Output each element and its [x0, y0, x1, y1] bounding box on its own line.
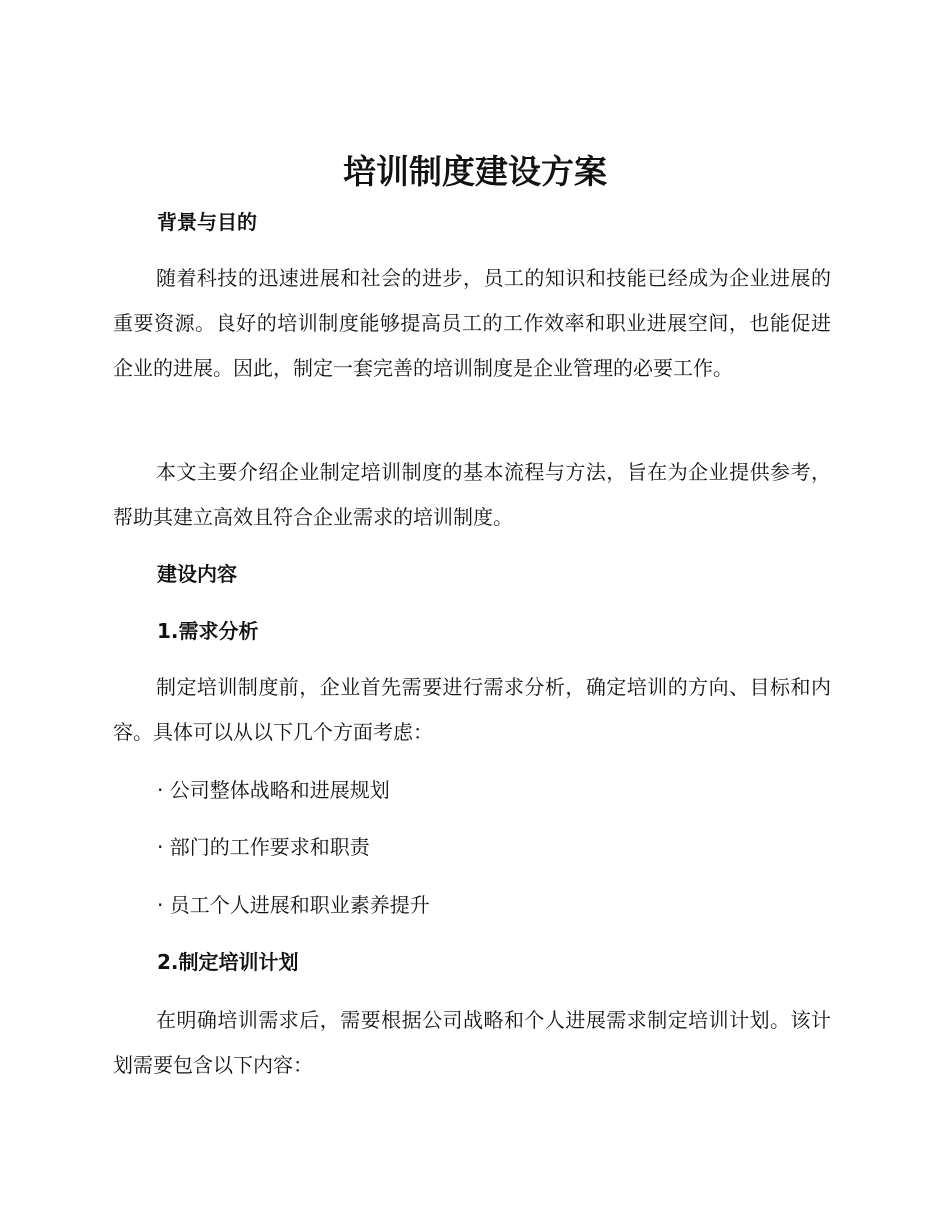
heading-step2: 2.制定培训计划: [157, 950, 299, 974]
paragraph-background-1: 随着科技的迅速进展和社会的进步，员工的知识和技能已经成为企业进展的重要资源。良好的培训制度能够提高员工的工作效率和职业进展空间，也能促进企业的进展。因此，制定一套完善的培训制度是企业管理的必要工作。: [113, 266, 831, 380]
bullet-item-1: · 公司整体战略和进展规划: [157, 778, 390, 802]
paragraph-step1: 制定培训制度前，企业首先需要进行需求分析，确定培训的方向、目标和内容。具体可以从以下几个方面考虑：: [113, 675, 831, 744]
heading-background: 背景与目的: [157, 210, 257, 234]
bullet-item-2: · 部门的工作要求和职责: [157, 835, 370, 859]
heading-step1: 1.需求分析: [157, 619, 259, 643]
paragraph-background-2: 本文主要介绍企业制定培训制度的基本流程与方法，旨在为企业提供参考，帮助其建立高效且符合企业需求的培训制度。: [113, 460, 831, 529]
bullet-item-3: · 员工个人进展和职业素养提升: [157, 893, 430, 917]
document-title: 培训制度建设方案: [343, 152, 607, 191]
paragraph-step2: 在明确培训需求后，需要根据公司战略和个人进展需求制定培训计划。该计划需要包含以下内容：: [113, 1008, 831, 1077]
heading-content: 建设内容: [157, 562, 237, 586]
